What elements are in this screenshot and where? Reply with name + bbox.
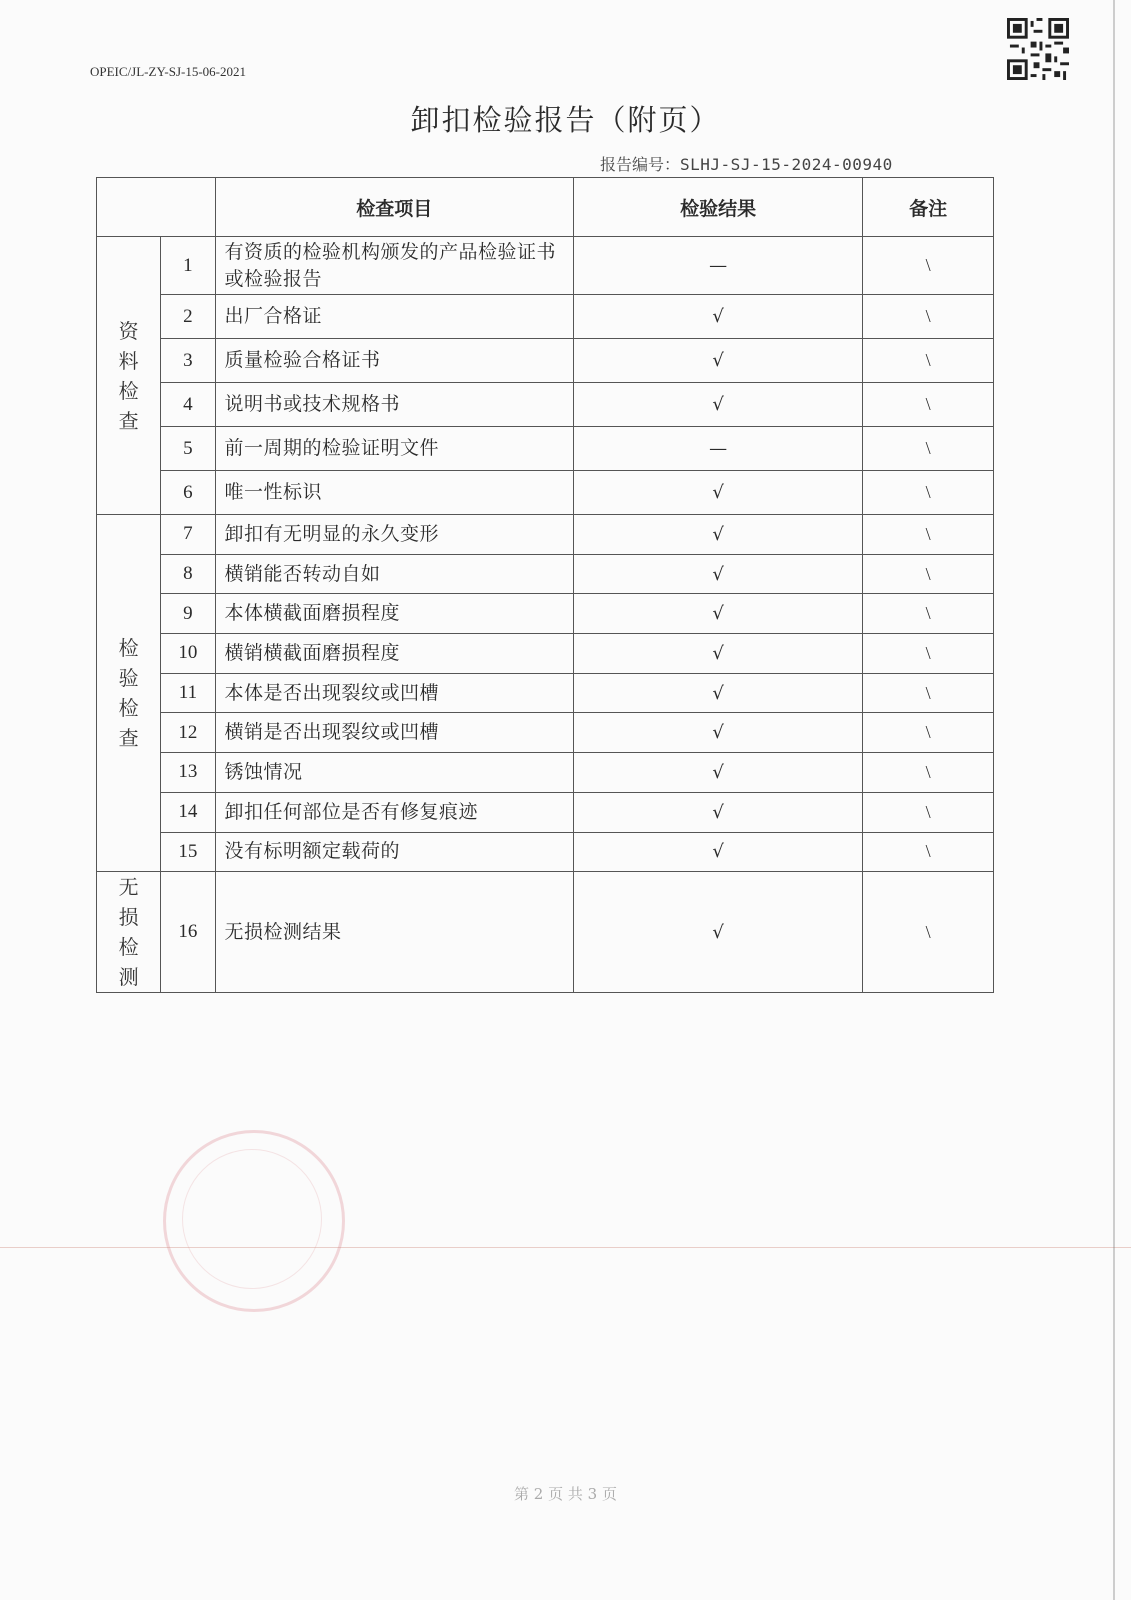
table-row bbox=[97, 634, 994, 674]
row-item: 前一周期的检验证明文件 bbox=[215, 427, 574, 471]
row-number: 5 bbox=[161, 427, 215, 471]
scan-artifact-line bbox=[0, 1247, 1131, 1248]
row-number: 8 bbox=[161, 554, 215, 594]
row-note: \ bbox=[863, 554, 994, 594]
row-number: 2 bbox=[161, 295, 215, 339]
table-row bbox=[97, 383, 994, 427]
official-seal bbox=[163, 1130, 345, 1312]
group-label: 无损检测 bbox=[97, 872, 161, 993]
inspection-table bbox=[96, 177, 994, 993]
table-row bbox=[97, 753, 994, 793]
table-row bbox=[97, 515, 994, 555]
row-result: √ bbox=[574, 832, 863, 872]
row-number: 1 bbox=[161, 237, 215, 295]
row-item: 说明书或技术规格书 bbox=[215, 383, 574, 427]
row-item: 出厂合格证 bbox=[215, 295, 574, 339]
row-note: \ bbox=[863, 832, 994, 872]
row-number: 3 bbox=[161, 339, 215, 383]
table-row bbox=[97, 471, 994, 515]
row-result: √ bbox=[574, 554, 863, 594]
row-result: √ bbox=[574, 753, 863, 793]
table-row bbox=[97, 594, 994, 634]
row-number: 6 bbox=[161, 471, 215, 515]
row-number: 15 bbox=[161, 832, 215, 872]
row-note: \ bbox=[863, 872, 994, 993]
row-item: 没有标明额定载荷的 bbox=[215, 832, 574, 872]
page-number: 第 2 页 共 3 页 bbox=[514, 1485, 617, 1503]
qr-code-icon bbox=[1007, 18, 1069, 80]
row-note: \ bbox=[863, 237, 994, 295]
row-number: 7 bbox=[161, 515, 215, 555]
row-item: 横销能否转动自如 bbox=[215, 554, 574, 594]
row-result: — bbox=[574, 237, 863, 295]
row-item: 本体是否出现裂纹或凹槽 bbox=[215, 673, 574, 713]
row-note: \ bbox=[863, 383, 994, 427]
row-item: 锈蚀情况 bbox=[215, 753, 574, 793]
group-label: 资料检查 bbox=[97, 237, 161, 515]
row-result: √ bbox=[574, 594, 863, 634]
row-item: 卸扣有无明显的永久变形 bbox=[215, 515, 574, 555]
header-blank bbox=[97, 178, 216, 237]
row-note: \ bbox=[863, 792, 994, 832]
table-header-row bbox=[97, 178, 994, 237]
row-result: √ bbox=[574, 295, 863, 339]
table-row bbox=[97, 295, 994, 339]
row-item: 有资质的检验机构颁发的产品检验证书或检验报告 bbox=[215, 237, 574, 295]
table-row bbox=[97, 832, 994, 872]
row-result: √ bbox=[574, 634, 863, 674]
table-row bbox=[97, 872, 994, 993]
row-note: \ bbox=[863, 713, 994, 753]
row-item: 卸扣任何部位是否有修复痕迹 bbox=[215, 792, 574, 832]
row-note: \ bbox=[863, 339, 994, 383]
column-header-item: 检查项目 bbox=[215, 178, 574, 237]
row-number: 14 bbox=[161, 792, 215, 832]
row-note: \ bbox=[863, 295, 994, 339]
row-result: √ bbox=[574, 872, 863, 993]
row-result: √ bbox=[574, 339, 863, 383]
row-result: √ bbox=[574, 515, 863, 555]
row-result: √ bbox=[574, 383, 863, 427]
row-number: 16 bbox=[161, 872, 215, 993]
group-label: 检验检查 bbox=[97, 515, 161, 872]
report-number-label: 报告编号： bbox=[600, 155, 681, 174]
table-row bbox=[97, 237, 994, 295]
row-result: √ bbox=[574, 471, 863, 515]
table-row bbox=[97, 554, 994, 594]
document-code: OPEIC/JL-ZY-SJ-15-06-2021 bbox=[90, 64, 246, 79]
row-item: 质量检验合格证书 bbox=[215, 339, 574, 383]
table-row bbox=[97, 713, 994, 753]
row-item: 无损检测结果 bbox=[215, 872, 574, 993]
report-number-value: SLHJ-SJ-15-2024-00940 bbox=[680, 155, 893, 174]
row-note: \ bbox=[863, 427, 994, 471]
row-note: \ bbox=[863, 515, 994, 555]
column-header-result: 检验结果 bbox=[574, 178, 863, 237]
row-item: 本体横截面磨损程度 bbox=[215, 594, 574, 634]
row-note: \ bbox=[863, 471, 994, 515]
table-row bbox=[97, 673, 994, 713]
row-note: \ bbox=[863, 753, 994, 793]
table-row bbox=[97, 427, 994, 471]
row-number: 11 bbox=[161, 673, 215, 713]
row-result: — bbox=[574, 427, 863, 471]
row-note: \ bbox=[863, 673, 994, 713]
official-seal-inner-ring bbox=[182, 1149, 322, 1289]
row-result: √ bbox=[574, 713, 863, 753]
row-item: 唯一性标识 bbox=[215, 471, 574, 515]
row-result: √ bbox=[574, 792, 863, 832]
table-row bbox=[97, 339, 994, 383]
row-number: 12 bbox=[161, 713, 215, 753]
column-header-note: 备注 bbox=[863, 178, 994, 237]
row-item: 横销是否出现裂纹或凹槽 bbox=[215, 713, 574, 753]
row-number: 9 bbox=[161, 594, 215, 634]
row-number: 13 bbox=[161, 753, 215, 793]
row-item: 横销横截面磨损程度 bbox=[215, 634, 574, 674]
table-row bbox=[97, 792, 994, 832]
row-number: 4 bbox=[161, 383, 215, 427]
page-title: 卸扣检验报告（附页） bbox=[410, 103, 721, 137]
row-note: \ bbox=[863, 594, 994, 634]
row-number: 10 bbox=[161, 634, 215, 674]
row-result: √ bbox=[574, 673, 863, 713]
scan-edge-line bbox=[1113, 0, 1115, 1600]
report-number bbox=[600, 152, 893, 175]
row-note: \ bbox=[863, 634, 994, 674]
